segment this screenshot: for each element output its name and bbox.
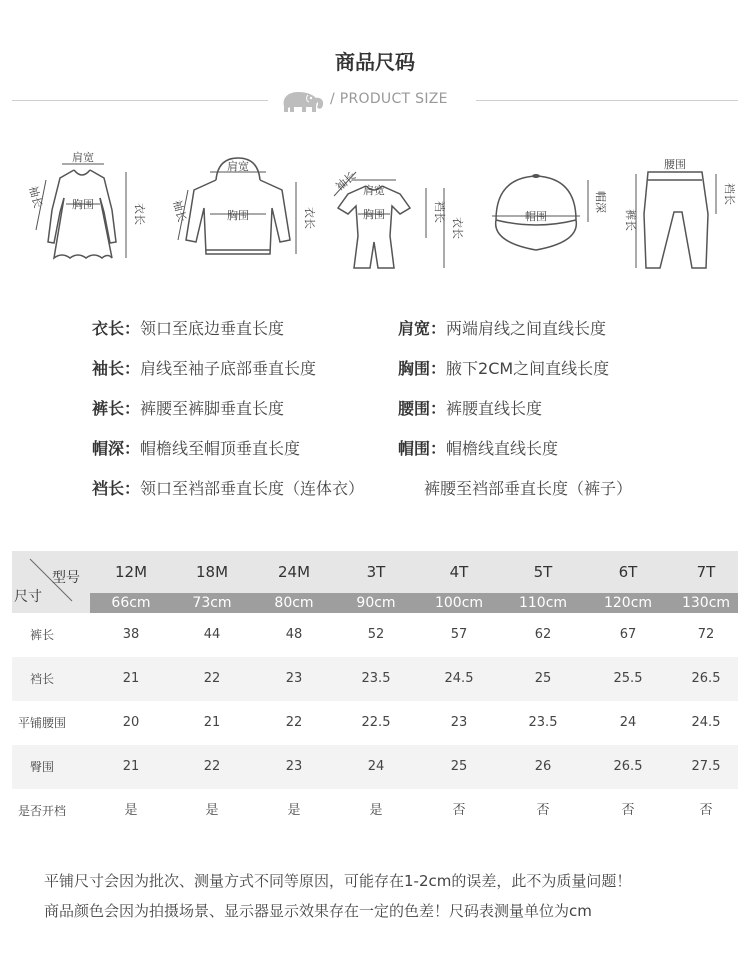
table-cell: 21 xyxy=(122,759,140,774)
cap-depth-label: 帽深 xyxy=(594,191,607,213)
height-header: 73cm xyxy=(192,595,232,611)
definition-row xyxy=(92,356,732,380)
table-cell: 21 xyxy=(203,715,221,730)
table-row xyxy=(12,745,738,789)
definition-key: 帽深： xyxy=(92,439,141,458)
romper-crotch-label: 裆长 xyxy=(433,201,446,223)
table-cell: 23 xyxy=(285,759,303,774)
table-cell: 26 xyxy=(534,759,552,774)
table-cell: 62 xyxy=(534,627,552,642)
table-cell: 是 xyxy=(124,803,138,818)
divider-right xyxy=(476,100,738,101)
romper-shoulder-label: 肩宽 xyxy=(363,184,385,197)
definition-item xyxy=(424,476,632,499)
height-header: 130cm xyxy=(681,595,731,611)
definition-item xyxy=(92,316,284,339)
definition-key: 胸围： xyxy=(398,359,447,378)
table-cell: 是 xyxy=(287,803,301,818)
definition-row xyxy=(92,476,732,500)
table-cell: 是 xyxy=(369,803,383,818)
table-cell: 21 xyxy=(122,671,140,686)
definition-item xyxy=(92,476,364,499)
size-header: 4T xyxy=(449,563,469,581)
table-cell: 23 xyxy=(450,715,468,730)
definition-row xyxy=(92,316,732,340)
table-cell: 22.5 xyxy=(361,715,391,730)
definition-value: 裤腰至裆部垂直长度（裤子） xyxy=(424,479,633,498)
measurement-figures xyxy=(0,150,750,285)
definition-value: 帽檐线至帽顶垂直长度 xyxy=(140,439,301,458)
definition-item xyxy=(398,436,558,459)
disclaimer-note: 平铺尺寸会因为批次、测量方式不同等原因，可能存在1-2cm的误差，此不为质量问题！ xyxy=(44,872,632,890)
table-cell: 26.5 xyxy=(691,671,721,686)
height-header: 90cm xyxy=(356,595,396,611)
table-cell: 67 xyxy=(619,627,637,642)
definition-item xyxy=(92,396,284,419)
table-cell: 57 xyxy=(450,627,468,642)
definition-key: 帽围： xyxy=(398,439,447,458)
definition-row xyxy=(92,396,732,420)
definition-item xyxy=(398,316,606,339)
row-label: 臀围 xyxy=(29,760,54,774)
table-cell: 52 xyxy=(367,627,385,642)
size-header: 6T xyxy=(618,563,638,581)
definition-item xyxy=(92,356,316,379)
table-cell: 20 xyxy=(122,715,140,730)
height-header: 66cm xyxy=(111,595,151,611)
table-header xyxy=(12,551,738,613)
romper-length-label: 衣长 xyxy=(451,217,464,239)
definition-item xyxy=(398,356,609,379)
disclaimer-note: 商品颜色会因为拍摄场景、显示器显示效果存在一定的色差！尺码表测量单位为cm xyxy=(44,902,592,920)
definition-key: 袖长： xyxy=(92,359,141,378)
table-cell: 否 xyxy=(621,803,635,818)
page-title: 商品尺码 xyxy=(335,50,415,74)
elephant-icon xyxy=(278,88,326,114)
size-header: 24M xyxy=(277,563,311,581)
definition-value: 裤腰直线长度 xyxy=(446,399,543,418)
disclaimer-notes xyxy=(44,868,744,928)
dress-figure xyxy=(22,150,152,279)
size-header: 3T xyxy=(366,563,386,581)
hoodie-length-label: 衣长 xyxy=(303,207,316,229)
definition-value: 领口至裆部垂直长度（连体衣） xyxy=(140,479,365,498)
table-cell: 否 xyxy=(452,803,466,818)
row-label: 平铺腰围 xyxy=(17,716,66,730)
romper-sleeve-label: 袖长 xyxy=(333,169,359,194)
table-cell: 24 xyxy=(619,715,637,730)
cap-figure xyxy=(484,150,614,279)
hoodie-shoulder-label: 肩宽 xyxy=(227,160,249,173)
table-row xyxy=(12,701,738,745)
size-header: 5T xyxy=(533,563,553,581)
table-cell: 22 xyxy=(203,759,221,774)
table-cell: 23.5 xyxy=(528,715,558,730)
definition-value: 两端肩线之间直线长度 xyxy=(446,319,607,338)
table-cell: 25.5 xyxy=(613,671,643,686)
table-cell: 24.5 xyxy=(691,715,721,730)
definition-key: 腰围： xyxy=(398,399,447,418)
size-header: 7T xyxy=(696,563,716,581)
table-corner-cell xyxy=(12,551,90,613)
table-cell: 38 xyxy=(122,627,140,642)
definition-key: 肩宽： xyxy=(398,319,447,338)
definition-key: 衣长： xyxy=(92,319,141,338)
table-cell: 22 xyxy=(285,715,303,730)
dress-shoulder-label: 肩宽 xyxy=(72,151,94,164)
definition-value: 帽檐线直线长度 xyxy=(446,439,559,458)
definition-value: 肩线至袖子底部垂直长度 xyxy=(140,359,317,378)
hoodie-chest-label: 胸围 xyxy=(227,209,249,222)
table-cell: 25 xyxy=(534,671,552,686)
corner-label-size: 尺寸 xyxy=(14,589,42,605)
definition-item xyxy=(92,436,300,459)
hoodie-sleeve-label: 袖长 xyxy=(170,198,189,224)
table-cell: 24.5 xyxy=(444,671,474,686)
height-header: 80cm xyxy=(274,595,314,611)
dress-chest-label: 胸围 xyxy=(72,198,94,211)
romper-chest-label: 胸围 xyxy=(363,208,385,221)
section-subtitle-row xyxy=(0,86,750,116)
divider-left xyxy=(12,100,268,101)
row-label: 裤长 xyxy=(29,628,54,642)
definition-value: 裤腰至裤脚垂直长度 xyxy=(140,399,285,418)
cap-circumference-label: 帽围 xyxy=(525,210,547,223)
table-cell: 否 xyxy=(536,803,550,818)
table-row xyxy=(12,613,738,657)
dress-sleeve-label: 袖长 xyxy=(26,184,45,210)
romper-figure xyxy=(326,150,476,279)
section-subtitle: / PRODUCT SIZE xyxy=(330,91,448,107)
table-cell: 否 xyxy=(699,803,713,818)
pants-waist-label: 腰围 xyxy=(664,158,686,171)
pants-figure xyxy=(616,150,746,279)
row-label: 裆长 xyxy=(29,672,54,686)
table-cell: 25 xyxy=(450,759,468,774)
row-label: 是否开档 xyxy=(17,804,66,818)
definition-item xyxy=(398,396,542,419)
definition-key: 裤长： xyxy=(92,399,141,418)
table-cell: 是 xyxy=(205,803,219,818)
table-cell: 44 xyxy=(203,627,221,642)
table-cell: 48 xyxy=(285,627,303,642)
corner-label-model: 型号 xyxy=(52,570,80,586)
table-cell: 23 xyxy=(285,671,303,686)
definition-key: 裆长： xyxy=(92,479,141,498)
table-row xyxy=(12,789,738,833)
pants-crotch-label: 裆长 xyxy=(723,183,736,205)
size-header: 12M xyxy=(114,563,148,581)
definition-value: 领口至底边垂直长度 xyxy=(140,319,285,338)
pants-length-label: 裤长 xyxy=(624,209,637,231)
table-row xyxy=(12,657,738,701)
height-header: 120cm xyxy=(603,595,653,611)
size-table xyxy=(12,551,738,833)
table-cell: 72 xyxy=(697,627,715,642)
height-header: 110cm xyxy=(518,595,568,611)
table-cell: 24 xyxy=(367,759,385,774)
definition-value: 腋下2CM之间直线长度 xyxy=(446,359,610,378)
table-cell: 27.5 xyxy=(691,759,721,774)
dress-length-label: 衣长 xyxy=(133,203,146,225)
definition-row xyxy=(92,436,732,460)
size-header: 18M xyxy=(195,563,229,581)
table-cell: 22 xyxy=(203,671,221,686)
hoodie-figure xyxy=(168,150,318,279)
table-cell: 26.5 xyxy=(613,759,643,774)
height-header: 100cm xyxy=(434,595,484,611)
table-cell: 23.5 xyxy=(361,671,391,686)
